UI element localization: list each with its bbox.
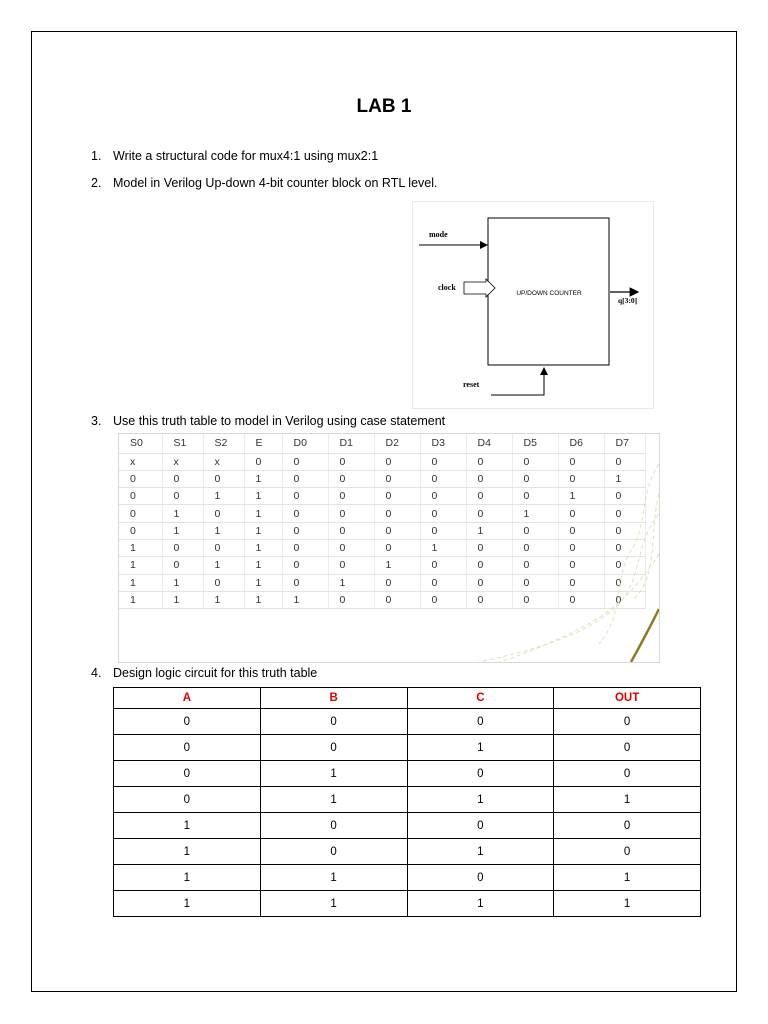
table-cell: 0 <box>512 453 558 470</box>
table-cell: 1 <box>203 522 244 539</box>
table-cell: 0 <box>374 522 420 539</box>
table-cell: x <box>162 453 203 470</box>
logic-cell: 1 <box>114 865 261 891</box>
table-cell: 0 <box>374 574 420 591</box>
table-cell: 1 <box>244 591 282 608</box>
logic-row <box>114 839 701 865</box>
table-cell: 0 <box>512 522 558 539</box>
table-cell: 1 <box>162 574 203 591</box>
clock-label: clock <box>438 283 456 292</box>
table-cell: 0 <box>203 470 244 487</box>
logic-cell: 0 <box>554 709 701 735</box>
table-row <box>119 574 645 591</box>
table-cell: 0 <box>420 470 466 487</box>
table-cell: 0 <box>162 557 203 574</box>
table-cell: 1 <box>244 522 282 539</box>
table-cell: 0 <box>558 505 604 522</box>
table-cell: 0 <box>466 539 512 556</box>
logic-row <box>114 761 701 787</box>
table-cell: x <box>119 453 162 470</box>
table-header-cell: S2 <box>203 434 244 453</box>
table-header-cell: D4 <box>466 434 512 453</box>
logic-row <box>114 891 701 917</box>
table-cell: 1 <box>244 574 282 591</box>
logic-cell: 0 <box>260 735 407 761</box>
table-cell: 1 <box>119 539 162 556</box>
task-1-text: Write a structural code for mux4:1 using mux2:1 <box>113 149 379 163</box>
table-cell: 1 <box>203 591 244 608</box>
table-cell: 0 <box>420 557 466 574</box>
table-cell: 0 <box>604 539 645 556</box>
task-2-number: 2. <box>91 176 102 190</box>
table-cell: 0 <box>374 470 420 487</box>
table-cell: 1 <box>244 557 282 574</box>
table-cell: 0 <box>282 488 328 505</box>
logic-header-cell: A <box>114 688 261 709</box>
table-cell: 0 <box>558 591 604 608</box>
decoder-table <box>119 434 646 609</box>
mode-label: mode <box>429 230 448 239</box>
table-cell: 1 <box>162 591 203 608</box>
logic-header-row <box>114 688 701 709</box>
table-cell: 0 <box>512 488 558 505</box>
logic-cell: 0 <box>554 735 701 761</box>
table-header-row <box>119 434 645 453</box>
logic-cell: 1 <box>260 865 407 891</box>
logic-cell: 0 <box>114 761 261 787</box>
table-cell: 0 <box>558 522 604 539</box>
table-cell: 0 <box>604 522 645 539</box>
logic-cell: 1 <box>114 891 261 917</box>
decoder-truth-table <box>118 433 660 663</box>
logic-cell: 1 <box>407 787 554 813</box>
table-cell: 0 <box>244 453 282 470</box>
table-cell: 0 <box>328 453 374 470</box>
table-cell: 0 <box>512 557 558 574</box>
table-cell: 0 <box>119 470 162 487</box>
table-cell: 1 <box>558 488 604 505</box>
table-cell: 0 <box>558 539 604 556</box>
table-header-cell: D1 <box>328 434 374 453</box>
task-3-number: 3. <box>91 414 102 428</box>
table-cell: 1 <box>244 505 282 522</box>
table-cell: 0 <box>374 591 420 608</box>
table-cell: 0 <box>512 591 558 608</box>
table-cell: 0 <box>282 470 328 487</box>
table-cell: 0 <box>466 470 512 487</box>
logic-cell: 0 <box>114 735 261 761</box>
table-cell: 0 <box>162 488 203 505</box>
table-cell: 0 <box>162 539 203 556</box>
table-cell: 1 <box>374 557 420 574</box>
table-header-cell: S1 <box>162 434 203 453</box>
table-cell: 0 <box>420 574 466 591</box>
logic-cell: 1 <box>554 891 701 917</box>
table-row <box>119 505 645 522</box>
task-2-text: Model in Verilog Up-down 4-bit counter block on RTL level. <box>113 176 438 190</box>
table-cell: 0 <box>604 505 645 522</box>
counter-diagram-svg <box>413 202 653 408</box>
logic-header-cell: C <box>407 688 554 709</box>
table-header-cell: D7 <box>604 434 645 453</box>
table-cell: 0 <box>328 505 374 522</box>
counter-diagram <box>413 202 653 408</box>
logic-row <box>114 709 701 735</box>
logic-header-cell: B <box>260 688 407 709</box>
logic-cell: 0 <box>554 839 701 865</box>
table-cell: 0 <box>604 591 645 608</box>
logic-cell: 1 <box>114 839 261 865</box>
logic-cell: 1 <box>260 787 407 813</box>
table-cell: 0 <box>203 539 244 556</box>
table-cell: 1 <box>162 505 203 522</box>
table-cell: x <box>203 453 244 470</box>
table-cell: 0 <box>282 574 328 591</box>
table-cell: 0 <box>328 557 374 574</box>
table-cell: 1 <box>244 488 282 505</box>
table-cell: 1 <box>604 470 645 487</box>
task-4-number: 4. <box>91 666 102 680</box>
table-header-cell: D2 <box>374 434 420 453</box>
table-cell: 0 <box>604 574 645 591</box>
table-cell: 1 <box>420 539 466 556</box>
table-cell: 0 <box>203 505 244 522</box>
table-cell: 1 <box>119 574 162 591</box>
table-row <box>119 470 645 487</box>
output-label: q[3:0] <box>618 296 638 305</box>
table-header-cell: D0 <box>282 434 328 453</box>
table-cell: 1 <box>162 522 203 539</box>
table-cell: 0 <box>466 557 512 574</box>
logic-cell: 0 <box>554 761 701 787</box>
table-cell: 0 <box>466 488 512 505</box>
table-cell: 0 <box>420 505 466 522</box>
logic-cell: 1 <box>554 787 701 813</box>
logic-row <box>114 865 701 891</box>
table-cell: 0 <box>282 522 328 539</box>
table-cell: 0 <box>420 488 466 505</box>
logic-cell: 0 <box>407 761 554 787</box>
task-1-number: 1. <box>91 149 102 163</box>
table-cell: 0 <box>282 557 328 574</box>
table-cell: 0 <box>558 453 604 470</box>
page-title: LAB 1 <box>356 96 412 117</box>
table-cell: 0 <box>420 453 466 470</box>
table-header-cell: E <box>244 434 282 453</box>
table-cell: 1 <box>328 574 374 591</box>
logic-row <box>114 735 701 761</box>
table-row <box>119 539 645 556</box>
table-cell: 0 <box>420 522 466 539</box>
table-cell: 1 <box>119 591 162 608</box>
logic-cell: 1 <box>407 839 554 865</box>
table-cell: 0 <box>466 453 512 470</box>
table-cell: 0 <box>328 470 374 487</box>
table-cell: 0 <box>604 557 645 574</box>
table-cell: 0 <box>466 591 512 608</box>
logic-cell: 0 <box>407 813 554 839</box>
table-cell: 0 <box>162 470 203 487</box>
table-cell: 0 <box>558 470 604 487</box>
table-cell: 1 <box>203 488 244 505</box>
logic-cell: 1 <box>114 813 261 839</box>
table-row <box>119 591 645 608</box>
table-cell: 0 <box>282 539 328 556</box>
table-cell: 0 <box>604 488 645 505</box>
table-cell: 0 <box>558 574 604 591</box>
table-cell: 0 <box>119 488 162 505</box>
table-cell: 1 <box>512 505 558 522</box>
table-row <box>119 453 645 470</box>
table-cell: 0 <box>374 488 420 505</box>
table-cell: 0 <box>282 453 328 470</box>
logic-cell: 0 <box>407 709 554 735</box>
table-cell: 0 <box>558 557 604 574</box>
table-cell: 1 <box>244 539 282 556</box>
table-cell: 0 <box>119 505 162 522</box>
logic-header-cell: OUT <box>554 688 701 709</box>
table-cell: 0 <box>512 539 558 556</box>
table-row <box>119 522 645 539</box>
reset-label: reset <box>463 380 480 389</box>
logic-cell: 1 <box>260 761 407 787</box>
logic-truth-table <box>113 687 701 917</box>
table-cell: 0 <box>282 505 328 522</box>
table-cell: 1 <box>203 557 244 574</box>
logic-cell: 0 <box>407 865 554 891</box>
table-cell: 0 <box>420 591 466 608</box>
table-cell: 0 <box>328 522 374 539</box>
table-cell: 0 <box>466 574 512 591</box>
table-cell: 0 <box>328 539 374 556</box>
logic-cell: 1 <box>554 865 701 891</box>
table-cell: 0 <box>374 453 420 470</box>
table-header-cell: S0 <box>119 434 162 453</box>
table-cell: 0 <box>119 522 162 539</box>
table-cell: 0 <box>374 539 420 556</box>
logic-row <box>114 813 701 839</box>
table-header-cell: D5 <box>512 434 558 453</box>
logic-cell: 1 <box>407 891 554 917</box>
logic-cell: 0 <box>554 813 701 839</box>
table-row <box>119 557 645 574</box>
table-cell: 0 <box>512 574 558 591</box>
table-cell: 0 <box>328 488 374 505</box>
logic-cell: 0 <box>260 709 407 735</box>
table-cell: 1 <box>282 591 328 608</box>
table-cell: 0 <box>374 505 420 522</box>
logic-cell: 1 <box>260 891 407 917</box>
logic-cell: 1 <box>407 735 554 761</box>
task-3-text: Use this truth table to model in Verilog using case statement <box>113 414 446 428</box>
logic-cell: 0 <box>260 813 407 839</box>
counter-block-label: UP/DOWN COUNTER <box>516 290 582 297</box>
table-cell: 0 <box>328 591 374 608</box>
table-header-cell: D6 <box>558 434 604 453</box>
table-cell: 0 <box>203 574 244 591</box>
table-cell: 0 <box>466 505 512 522</box>
logic-row <box>114 787 701 813</box>
task-4-text: Design logic circuit for this truth table <box>113 666 318 680</box>
table-header-cell: D3 <box>420 434 466 453</box>
table-cell: 0 <box>512 470 558 487</box>
table-cell: 1 <box>119 557 162 574</box>
reset-arrow <box>491 368 544 395</box>
table-row <box>119 488 645 505</box>
logic-cell: 0 <box>114 709 261 735</box>
logic-cell: 0 <box>114 787 261 813</box>
table-cell: 1 <box>244 470 282 487</box>
table-cell: 1 <box>466 522 512 539</box>
logic-cell: 0 <box>260 839 407 865</box>
table-cell: 0 <box>604 453 645 470</box>
